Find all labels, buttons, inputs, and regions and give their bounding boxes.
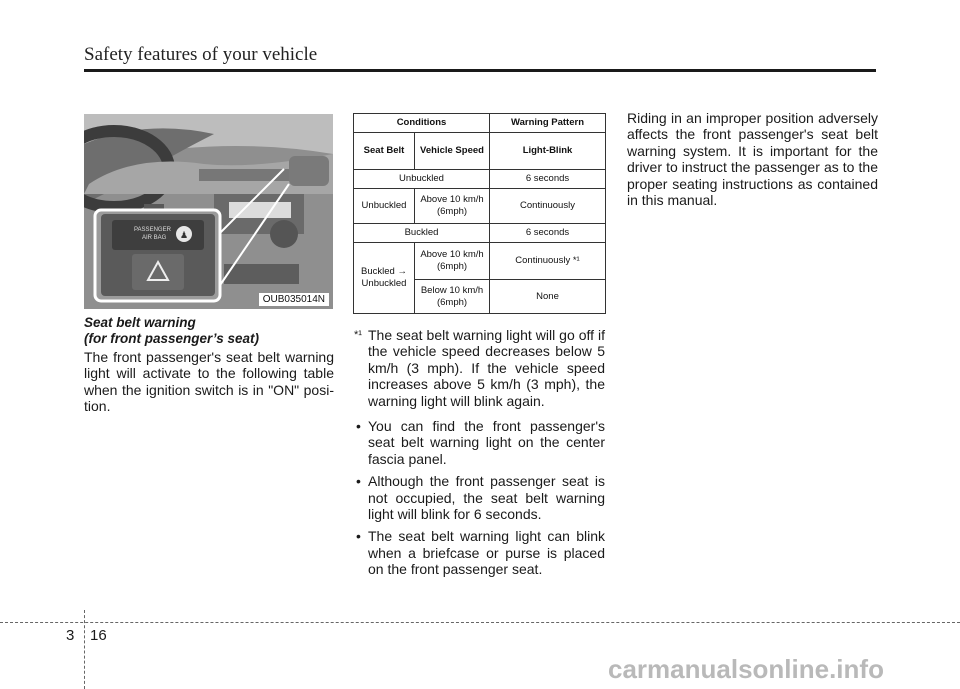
footnote-mark: *¹ xyxy=(354,329,362,341)
footer-divider xyxy=(84,610,85,689)
list-item-text: You can find the front passenger's seat belt warning light on the center fascia panel. xyxy=(368,418,605,467)
header-warning-pattern: Warning Pattern xyxy=(490,114,606,133)
svg-text:AIR BAG: AIR BAG xyxy=(142,235,167,241)
footnote xyxy=(354,327,605,409)
row2-speed: Above 10 km/h (6mph) xyxy=(415,189,490,224)
right-column-paragraph: Riding in an improper position adversely affects the front passenger's seat belt warning system. It is important for the driver to instruct the passenger as to the proper seating instructions as contained in this manual. xyxy=(627,110,878,209)
row2-pattern: Continuously xyxy=(490,189,606,224)
dashboard-illustration xyxy=(84,114,333,309)
subheading-line-1: Seat belt warning xyxy=(84,315,196,330)
footer-rule xyxy=(0,622,960,623)
row5-speed: Below 10 km/h (6mph) xyxy=(415,280,490,314)
list-item: • The seat belt warning light can blink when a briefcase or purse is placed on the front passenger seat. xyxy=(356,528,605,578)
svg-text:PASSENGER: PASSENGER xyxy=(134,227,171,233)
chapter-number: 3 xyxy=(66,627,75,644)
row3-condition: Buckled xyxy=(354,224,490,243)
row5-pattern: None xyxy=(490,280,606,314)
page-number: 16 xyxy=(90,627,107,644)
row4-speed: Above 10 km/h (6mph) xyxy=(415,243,490,280)
list-item: • Although the front passenger seat is not occupied, the seat belt warning light will blink for 6 seconds. xyxy=(356,473,605,523)
subheader-vehicle-speed: Vehicle Speed xyxy=(415,133,490,170)
row4-pattern: Continuously *¹ xyxy=(490,243,606,280)
header-rule xyxy=(84,69,876,72)
warning-pattern-table xyxy=(353,113,606,314)
svg-text:♟: ♟ xyxy=(180,230,189,240)
list-item: • You can find the front passenger's seat belt warning light on the center fascia panel. xyxy=(356,418,605,467)
dashboard-photo xyxy=(84,114,333,309)
footnote-text: The seat belt warning light will go off if the vehicle speed decreases below 5 km/h (3 mph). If the vehicle speed increases above 5 km/h (3 mph), the warning light will blink again. xyxy=(368,327,605,409)
subheader-seat-belt: Seat Belt xyxy=(354,133,415,170)
row3-pattern: 6 seconds xyxy=(490,224,606,243)
page-header-title: Safety features of your vehicle xyxy=(84,44,318,65)
figure-code: OUB035014N xyxy=(259,293,329,306)
row2-seat-belt: Unbuckled xyxy=(354,189,415,224)
list-item-text: The seat belt warning light can blink when a briefcase or purse is placed on the front passenger seat. xyxy=(368,528,605,578)
row1-pattern: 6 seconds xyxy=(490,170,606,189)
row4-seat-belt: Buckled → Unbuckled xyxy=(354,243,415,314)
notes-list xyxy=(354,418,605,584)
section-subheading xyxy=(84,315,334,347)
subheading-line-2: (for front passenger’s seat) xyxy=(84,331,260,346)
watermark: carmanualsonline.info xyxy=(608,654,884,684)
row1-condition: Unbuckled xyxy=(354,170,490,189)
subheader-light-blink: Light-Blink xyxy=(490,133,606,170)
header-conditions: Conditions xyxy=(354,114,490,133)
intro-paragraph: The front passenger's seat belt warning light will activate to the following table when the ignition switch is in "ON" posi-tion. xyxy=(84,349,334,415)
list-item-text: Although the front passenger seat is not occupied, the seat belt warning light will blink for 6 seconds. xyxy=(368,473,605,523)
